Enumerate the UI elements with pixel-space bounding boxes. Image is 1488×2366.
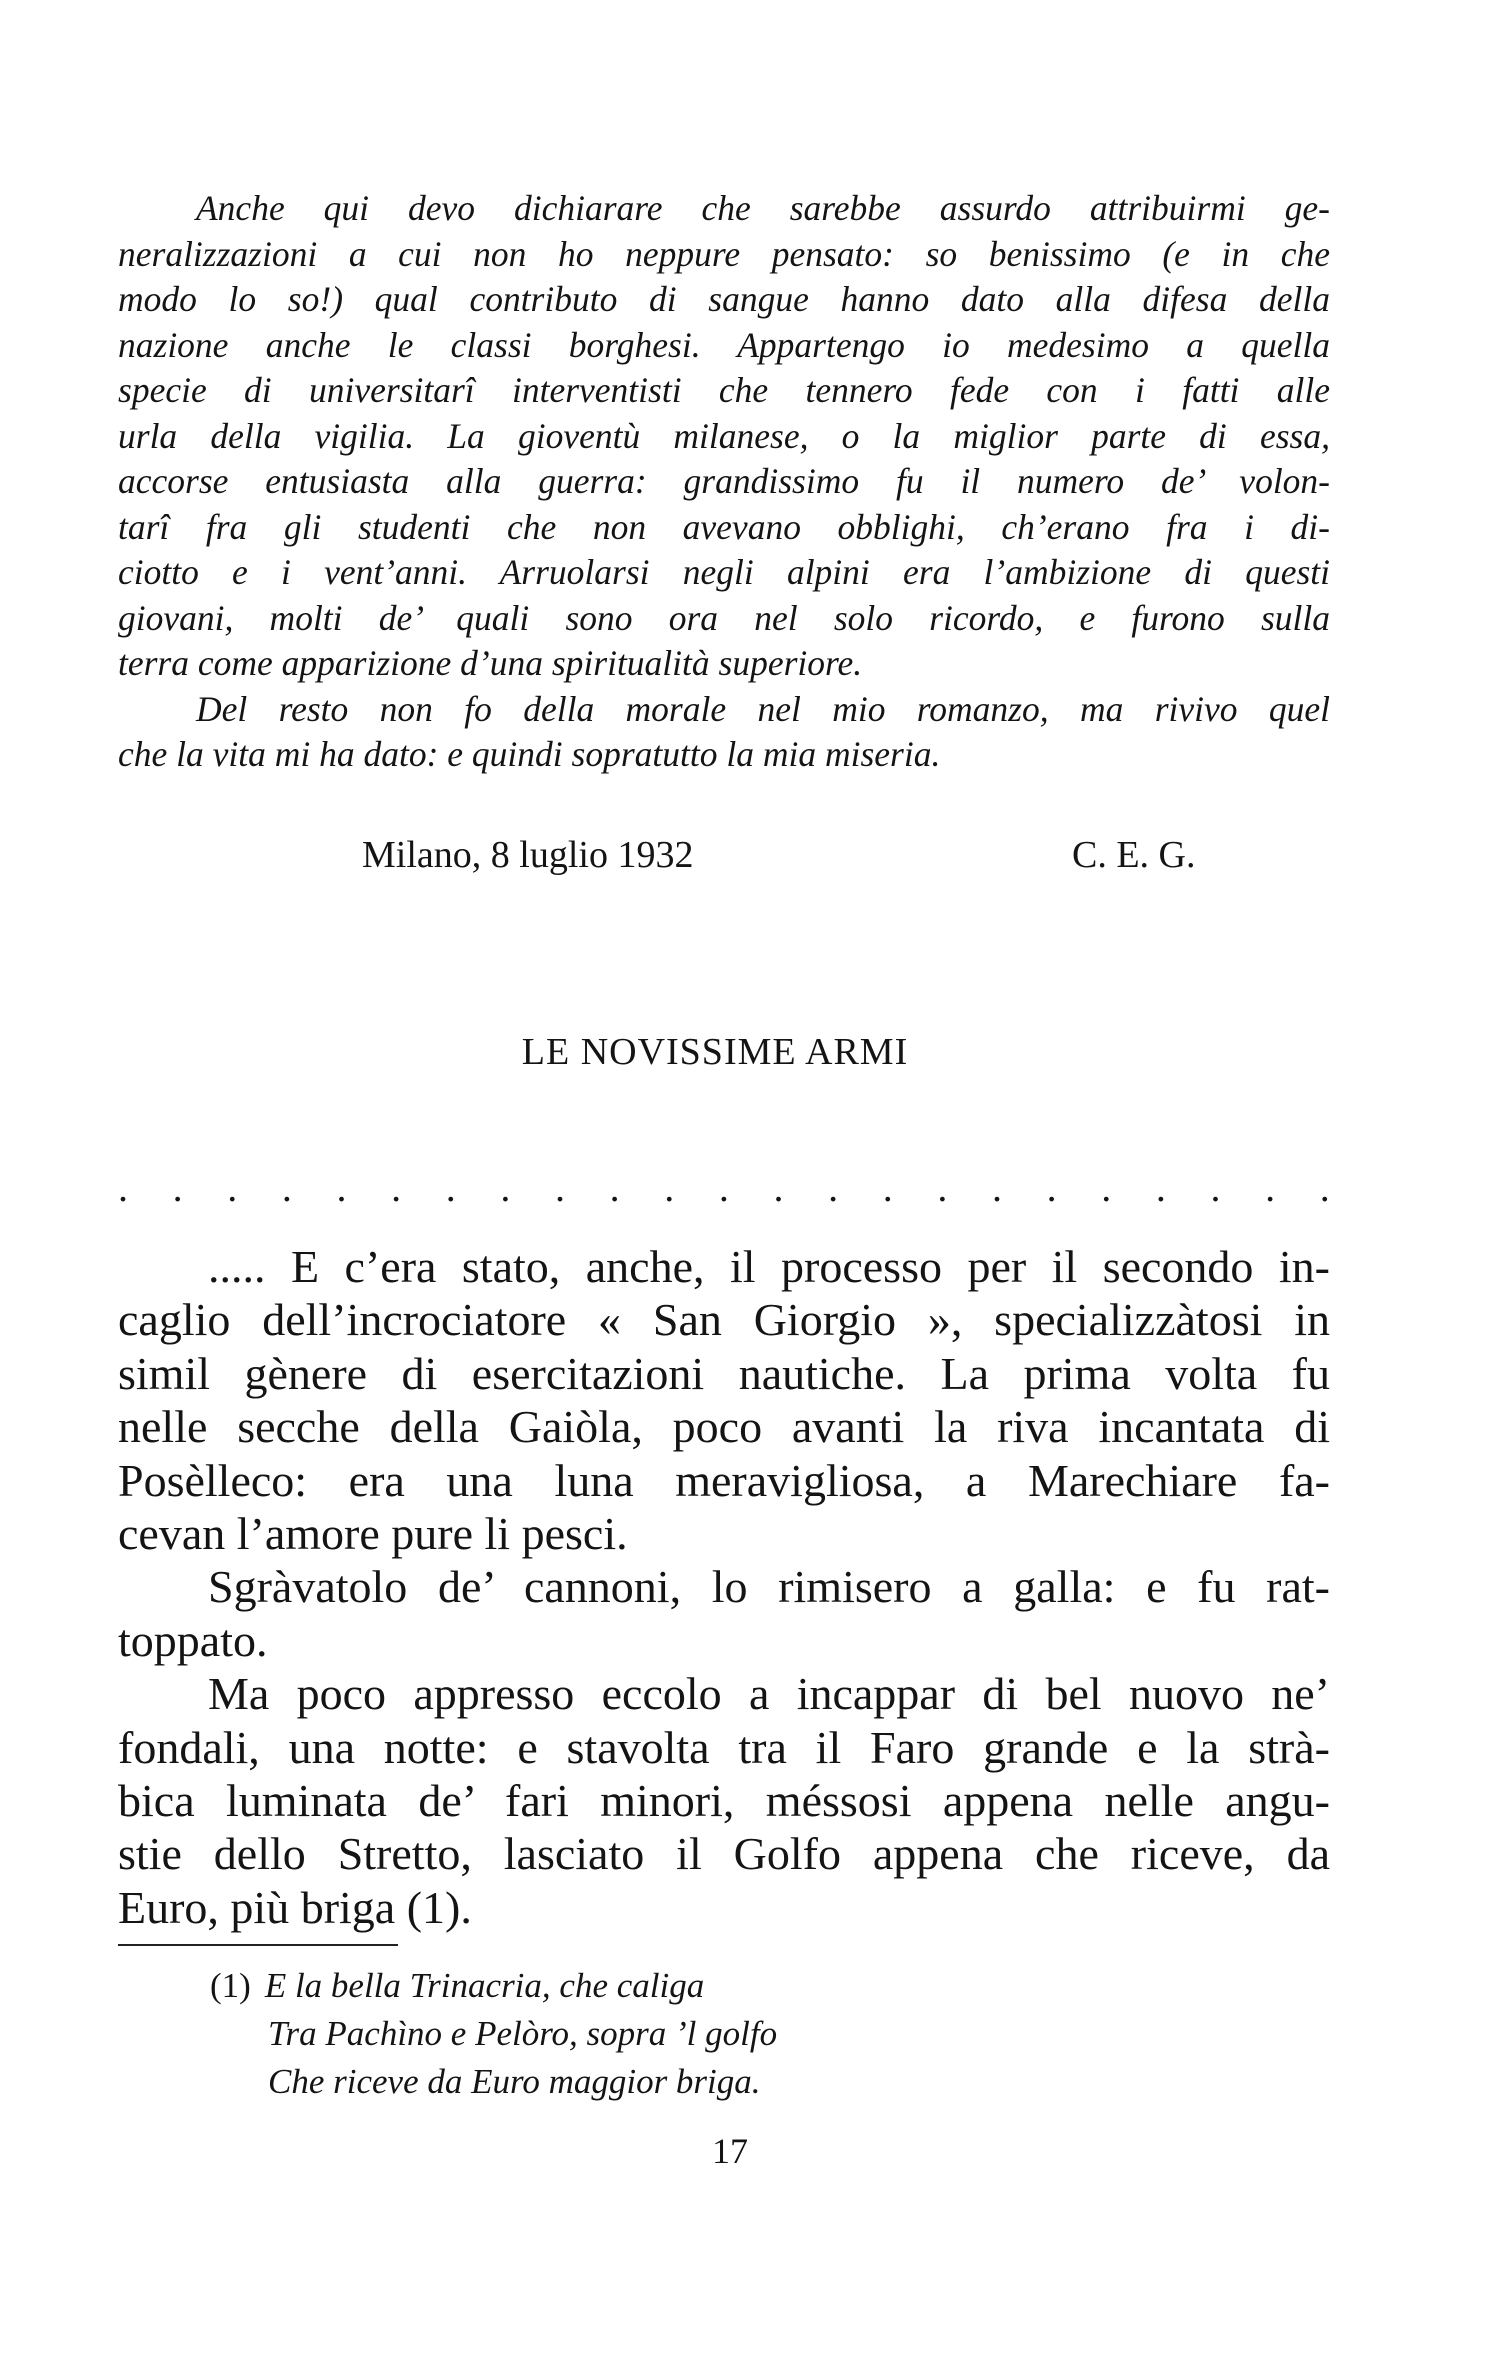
preface-text bbox=[118, 186, 1330, 778]
ellipsis-dot: . bbox=[828, 1165, 839, 1210]
preface-line: nazione anche le classi borghesi. Appartengo io medesimo a quella bbox=[118, 324, 1330, 365]
preface-line: neralizzazioni a cui non ho neppure pensato: so benissimo (e in che bbox=[118, 233, 1330, 274]
footnote-verse: Tra Pachìno e Pelòro, sopra ’l golfo bbox=[268, 2014, 778, 2053]
ellipsis-dot: . bbox=[1101, 1165, 1112, 1210]
ellipsis-dot: . bbox=[882, 1165, 893, 1210]
ellipsis-dot: . bbox=[445, 1165, 456, 1210]
ellipsis-dot: . bbox=[1155, 1165, 1166, 1210]
preface-line: ciotto e i vent’anni. Arruolarsi negli alpini era l’ambizione di questi bbox=[118, 552, 1330, 592]
footnote-verse: E la bella Trinacria, che caliga bbox=[264, 1966, 705, 2005]
ellipsis-dot: . bbox=[609, 1165, 620, 1210]
footnote-first-line bbox=[210, 1962, 777, 2010]
preface-line: che la vita mi ha dato: e quindi sopratutto la mia miseria. bbox=[118, 734, 941, 774]
ellipsis-dot: . bbox=[773, 1165, 784, 1210]
preface-line: Del resto non fo della morale nel mio romanzo, ma rivivo quel bbox=[196, 688, 1330, 729]
ellipsis-dot: . bbox=[1319, 1165, 1330, 1210]
ellipsis-dot: . bbox=[172, 1165, 183, 1210]
ellipsis-dot: . bbox=[391, 1165, 402, 1210]
ellipsis-dot: . bbox=[227, 1165, 238, 1210]
body-line: cevan l’amore pure li pesci. bbox=[118, 1508, 628, 1560]
ellipsis-dot: . bbox=[664, 1165, 675, 1210]
ellipsis-dot: . bbox=[1046, 1165, 1057, 1210]
body-line: caglio dell’incrociatore « San Giorgio », specializzàtosi in bbox=[118, 1294, 1330, 1346]
signature-place-date: Milano, 8 luglio 1932 bbox=[362, 834, 694, 876]
ellipsis-dot: . bbox=[1210, 1165, 1221, 1210]
ellipsis-dot: . bbox=[281, 1165, 292, 1210]
preface-line: urla della vigilia. La gioventù milanese, o la miglior parte di essa, bbox=[118, 415, 1330, 456]
body-line: fondali, una notte: e stavolta tra il Faro grande e la strà- bbox=[118, 1721, 1330, 1773]
chapter-title: LE NOVISSIME ARMI bbox=[521, 1031, 909, 1073]
body-line: Sgràvatolo de’ cannoni, lo rimisero a galla: e fu rat- bbox=[208, 1561, 1330, 1613]
chapter-body bbox=[118, 1240, 1330, 1934]
preface-line: specie di universitarî interventisti che tennero fede con i fatti alle bbox=[118, 370, 1330, 410]
body-line: ..... E c’era stato, anche, il processo per il secondo in- bbox=[208, 1241, 1330, 1292]
footnote-verse: Che riceve da Euro maggior briga. bbox=[268, 2062, 761, 2101]
body-line: bica luminata de’ fari minori, méssosi appena nelle angu- bbox=[118, 1775, 1330, 1827]
footnote bbox=[210, 1962, 777, 2106]
preface-line: giovani, molti de’ quali sono ora nel solo ricordo, e furono sulla bbox=[118, 597, 1330, 638]
preface-line: terra come apparizione d’una spiritualità superiore. bbox=[118, 643, 863, 683]
page-number: 17 bbox=[712, 2131, 748, 2171]
body-line: Posèlleco: era una luna meravigliosa, a Marechiare fa- bbox=[118, 1454, 1330, 1506]
signature-initials: C. E. G. bbox=[1072, 834, 1196, 876]
body-line: Ma poco appresso eccolo a incappar di bel nuovo ne’ bbox=[208, 1668, 1330, 1720]
body-line: toppato. bbox=[118, 1614, 268, 1666]
section-ellipsis bbox=[118, 1165, 1330, 1210]
ellipsis-dot: . bbox=[555, 1165, 565, 1210]
ellipsis-dot: . bbox=[718, 1165, 729, 1210]
ellipsis-dot: . bbox=[500, 1165, 511, 1210]
footnote-rule bbox=[118, 1944, 398, 1946]
ellipsis-dot: . bbox=[118, 1165, 128, 1210]
preface-line: modo lo so!) qual contributo di sangue hanno dato alla difesa della bbox=[118, 279, 1330, 319]
preface-line: tarî fra gli studenti che non avevano obblighi, ch’erano fra i di- bbox=[118, 506, 1330, 547]
preface-line: accorse entusiasta alla guerra: grandissimo fu il numero de’ volon- bbox=[118, 461, 1330, 501]
body-line: stie dello Stretto, lasciato il Golfo appena che riceve, da bbox=[118, 1828, 1330, 1880]
body-line: simil gènere di esercitazioni nautiche. La prima volta fu bbox=[118, 1347, 1330, 1399]
body-line: nelle secche della Gaiòla, poco avanti la riva incantata di bbox=[118, 1401, 1330, 1453]
ellipsis-dot: . bbox=[937, 1165, 948, 1210]
ellipsis-dot: . bbox=[336, 1165, 347, 1210]
ellipsis-dot: . bbox=[992, 1165, 1002, 1210]
preface-line: Anche qui devo dichiarare che sarebbe assurdo attribuirmi ge- bbox=[196, 188, 1330, 228]
footnote-marker: (1) bbox=[210, 1966, 251, 2005]
body-line: Euro, più briga (1). bbox=[118, 1881, 472, 1933]
ellipsis-dot: . bbox=[1265, 1165, 1276, 1210]
